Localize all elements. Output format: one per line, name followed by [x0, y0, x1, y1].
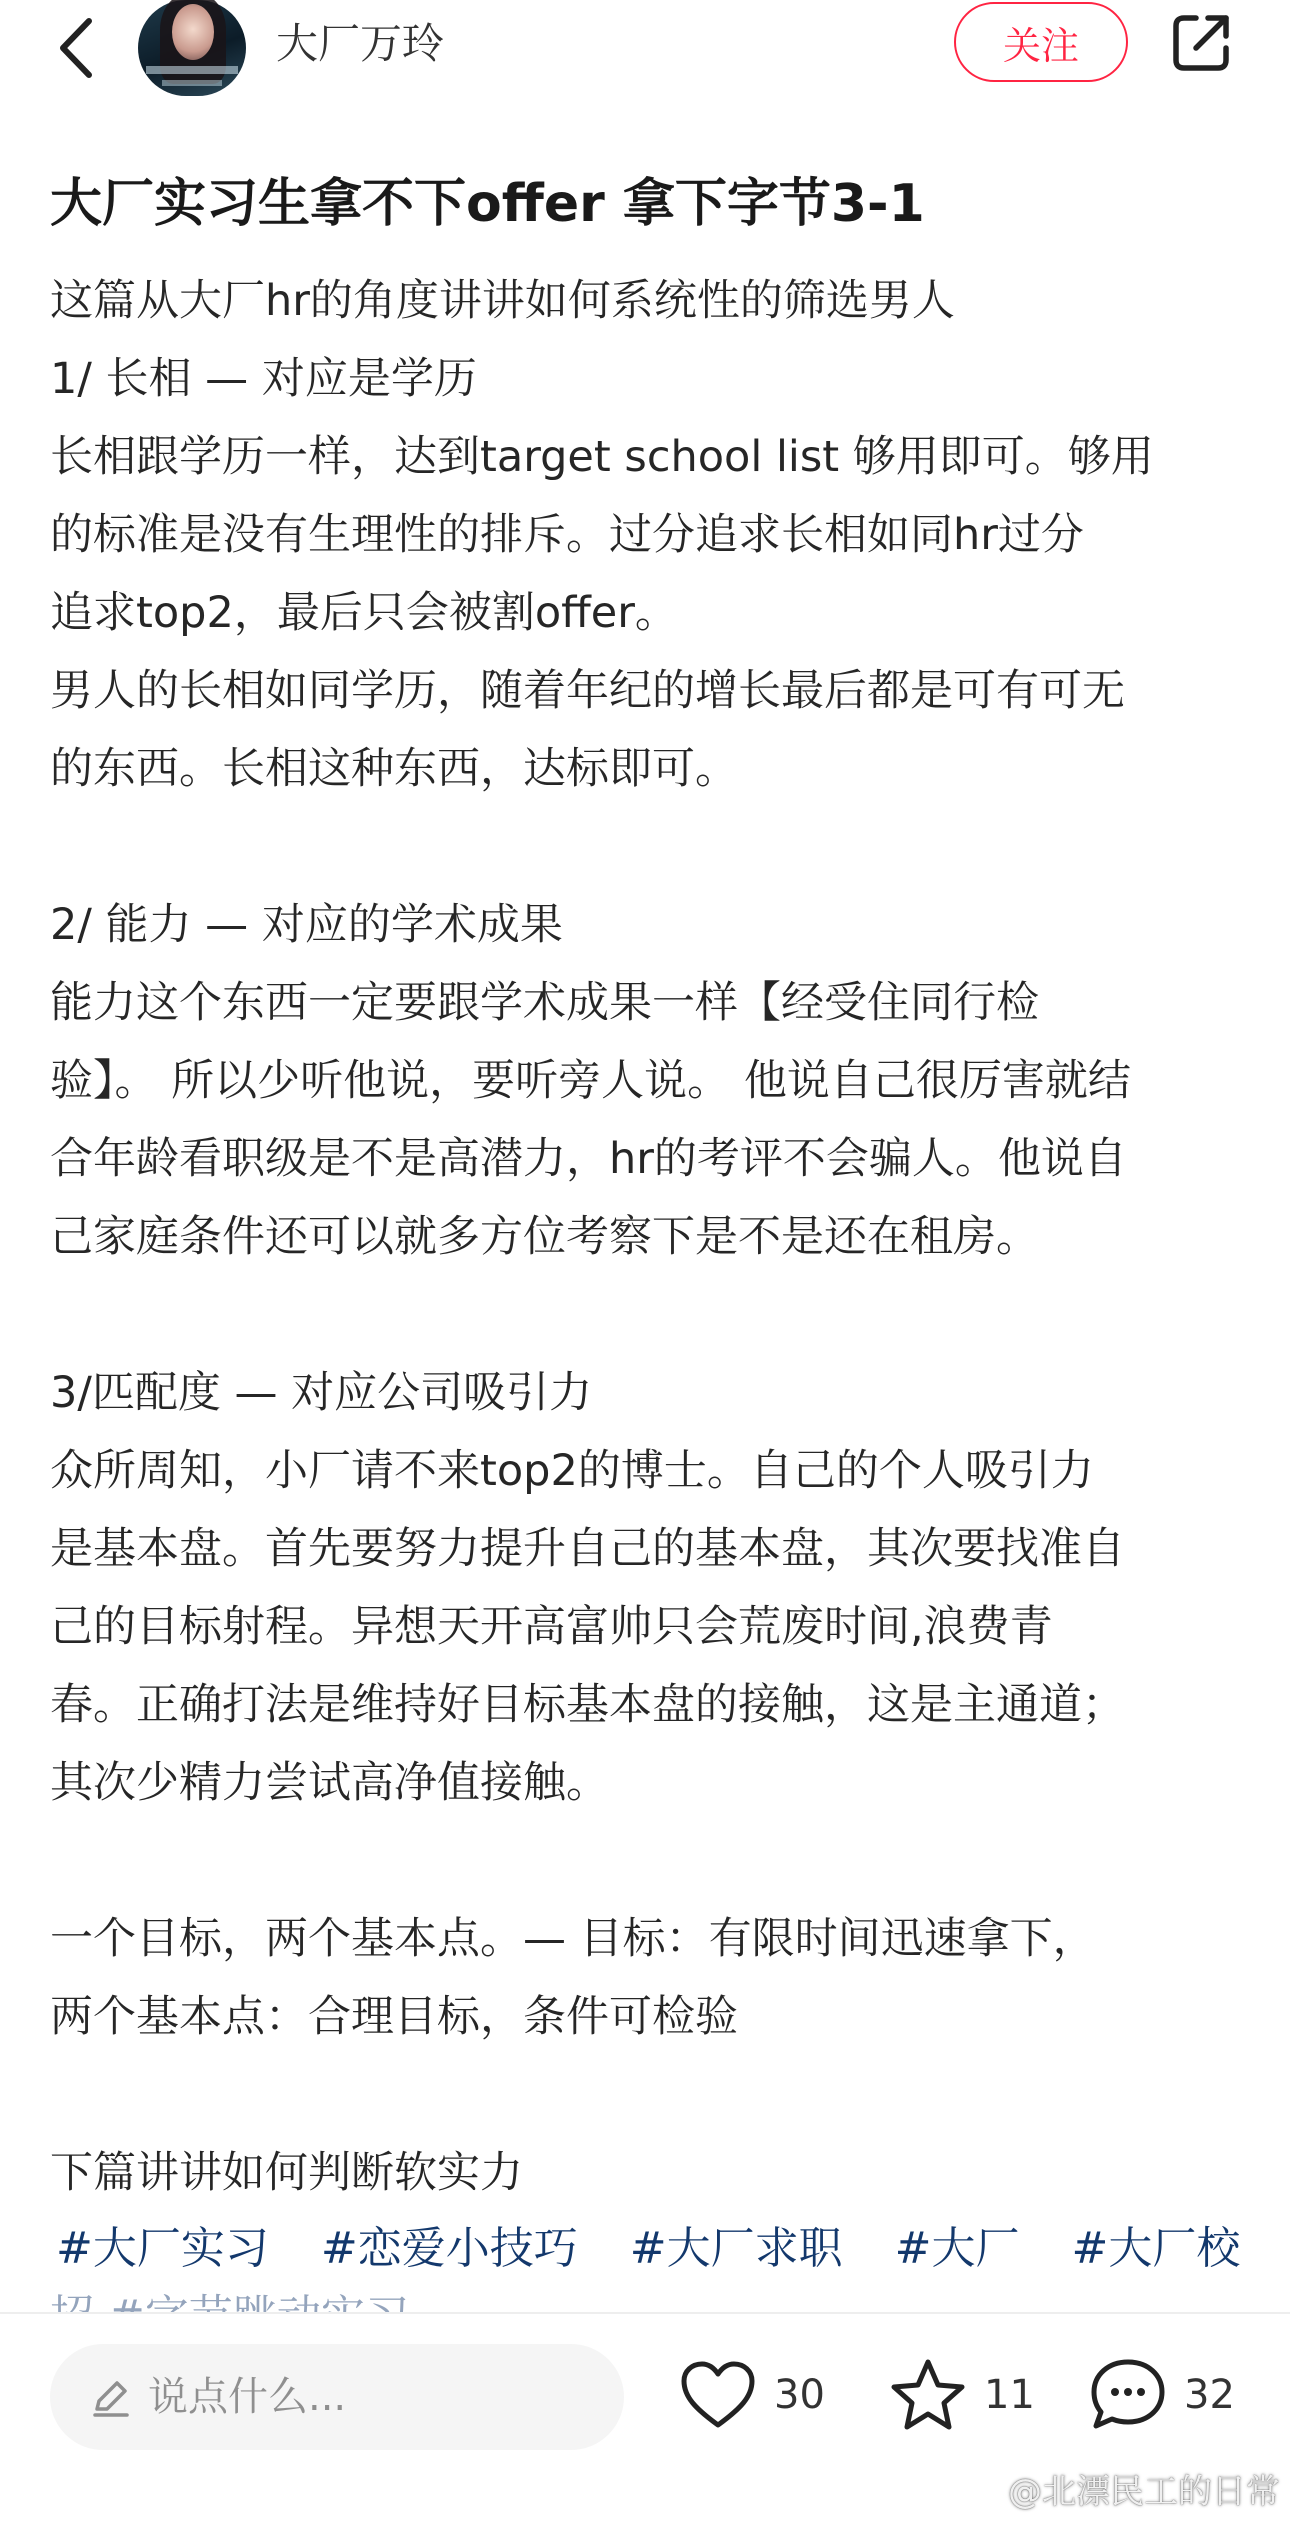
- comment-bubble-icon: [1086, 2353, 1170, 2437]
- topic-tags: [56, 2210, 1256, 2288]
- post-body-line: 2/ 能力 — 对应的学术成果: [50, 900, 563, 950]
- comment-input[interactable]: [146, 2373, 590, 2421]
- comment-input-box[interactable]: [50, 2344, 624, 2450]
- post-body-line: 己的目标射程。异想天开高富帅只会荒废时间,浪费青: [50, 1602, 1053, 1652]
- post-body-line: 合年龄看职级是不是高潜力，hr的考评不会骗人。他说自: [50, 1134, 1127, 1184]
- avatar-caption-strip-2: [162, 80, 222, 86]
- post-body-line: 能力这个东西一定要跟学术成果一样【经受住同行检: [50, 978, 1039, 1028]
- watermark: @北漂民工的日常: [1008, 2472, 1280, 2512]
- post-body-line: 下篇讲讲如何判断软实力: [50, 2148, 523, 2198]
- post-body-line: 的标准是没有生理性的排斥。过分追求长相如同hr过分: [50, 510, 1084, 560]
- post-body-line: 验】。 所以少听他说，要听旁人说。 他说自己很厉害就结: [50, 1056, 1131, 1106]
- post-body-line: 追求top2，最后只会被割offer。: [50, 588, 678, 638]
- post-body-line: 一个目标，两个基本点。— 目标：有限时间迅速拿下，: [50, 1914, 1096, 1964]
- topic-tag[interactable]: #大厂校: [1071, 2223, 1241, 2274]
- back-button[interactable]: [40, 8, 110, 88]
- post-body-line: 3/匹配度 — 对应公司吸引力: [50, 1368, 593, 1418]
- heart-icon: [676, 2353, 760, 2437]
- topic-tag[interactable]: #大厂实习: [56, 2223, 269, 2274]
- collect-button[interactable]: [886, 2350, 1035, 2440]
- like-button[interactable]: [676, 2350, 825, 2440]
- like-count: 30: [774, 2372, 825, 2418]
- post-body-line: 春。正确打法是维持好目标基本盘的接触，这是主通道；: [50, 1680, 1125, 1730]
- follow-button[interactable]: 关注: [954, 2, 1128, 82]
- author-name[interactable]: 大厂万玲: [276, 19, 445, 68]
- topic-tag[interactable]: #大厂: [894, 2223, 1020, 2274]
- comment-count: 32: [1184, 2372, 1235, 2418]
- header: [0, 0, 1290, 96]
- post-body-line: 1/ 长相 — 对应是学历: [50, 354, 477, 404]
- topic-tag[interactable]: #大厂求职: [629, 2223, 843, 2274]
- post-body-line: 两个基本点：合理目标，条件可检验: [50, 1992, 738, 2042]
- post-body-line: 是基本盘。首先要努力提升自己的基本盘，其次要找准自: [50, 1524, 1125, 1574]
- avatar-face: [172, 4, 214, 60]
- post-body-line: 己家庭条件还可以就多方位考察下是不是还在租房。: [50, 1212, 1039, 1262]
- post-body-line: 男人的长相如同学历，随着年纪的增长最后都是可有可无: [50, 666, 1125, 716]
- post-body-line: 这篇从大厂hr的角度讲讲如何系统性的筛选男人: [50, 276, 955, 326]
- post-body-line: 其次少精力尝试高净值接触。: [50, 1758, 609, 1808]
- comment-button[interactable]: [1086, 2350, 1235, 2440]
- collect-count: 11: [984, 2372, 1035, 2418]
- topic-tag[interactable]: #恋爱小技巧: [320, 2223, 578, 2274]
- avatar-caption-strip: [146, 66, 238, 74]
- pencil-icon: [86, 2372, 136, 2422]
- post-title: 大厂实习生拿不下offer 拿下字节3-1: [50, 174, 925, 234]
- post-body-line: 长相跟学历一样，达到target school list 够用即可。够用: [50, 432, 1154, 482]
- star-icon: [886, 2353, 970, 2437]
- post-body-line: 众所周知，小厂请不来top2的博士。自己的个人吸引力: [50, 1446, 1094, 1496]
- share-icon: [1168, 10, 1234, 76]
- post-body-line: 的东西。长相这种东西，达标即可。: [50, 744, 738, 794]
- chevron-left-icon: [55, 15, 95, 81]
- avatar[interactable]: [138, 0, 246, 96]
- share-button[interactable]: [1164, 6, 1238, 80]
- topic-tags-overflow: [50, 2292, 510, 2312]
